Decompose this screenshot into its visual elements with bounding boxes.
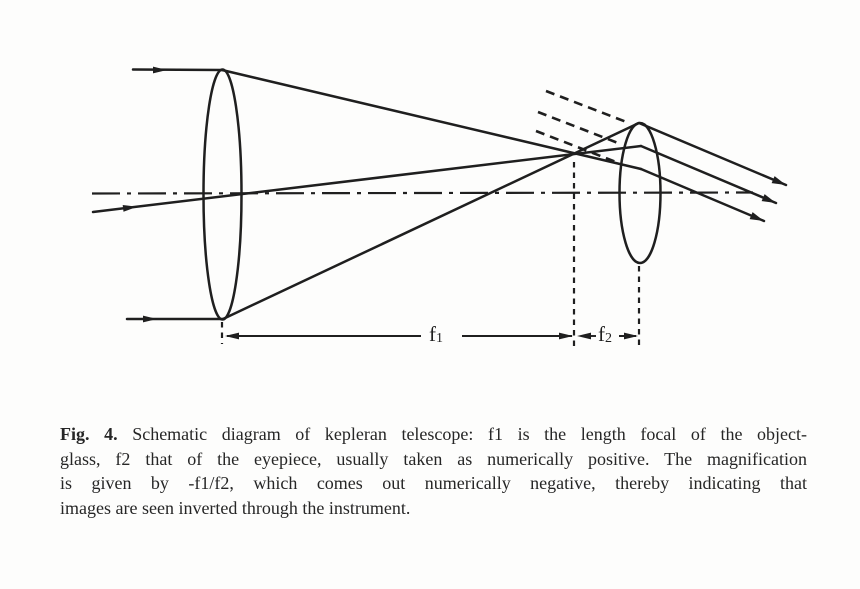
arrowhead-incoming-top: [153, 67, 167, 74]
f2-label: f2: [598, 322, 612, 346]
arrowhead-f1-left: [225, 333, 239, 340]
arrowhead-exit-upper: [772, 176, 786, 185]
converging-ray-from-objective-top: [222, 70, 641, 169]
caption-line-2: glass, f2 that of the eyepiece, usually taken as numerically positive. The magnification: [60, 448, 807, 469]
caption-line-1: [60, 422, 807, 447]
figure-caption: [60, 422, 807, 520]
f1-label: f1: [429, 322, 443, 346]
optical-axis-line: [92, 193, 753, 194]
chief-ray-through-lens-center: [93, 146, 641, 212]
dashed-parallel-line-top: [546, 91, 629, 123]
arrowhead-f1-right: [559, 333, 573, 340]
arrowhead-f2-right: [624, 333, 638, 340]
arrowhead-exit-lower: [750, 212, 764, 221]
caption-line-3: is given by -f1/f2, which comes out numerically negative, thereby indicating that: [60, 473, 807, 493]
converging-ray-from-objective-bottom: [223, 123, 639, 319]
incoming-ray-top: [133, 70, 223, 71]
arrowhead-f2-left: [577, 333, 591, 340]
caption-line-1-text: Schematic diagram of kepleran telescope: f1 is the length focal of the object-: [132, 424, 808, 444]
arrowhead-exit-middle: [762, 194, 776, 203]
caption-line-4: images are seen inverted through the instrument.: [60, 497, 411, 518]
caption-figure-label: Fig. 4.: [60, 424, 118, 444]
arrowhead-incoming-bottom: [143, 316, 157, 323]
